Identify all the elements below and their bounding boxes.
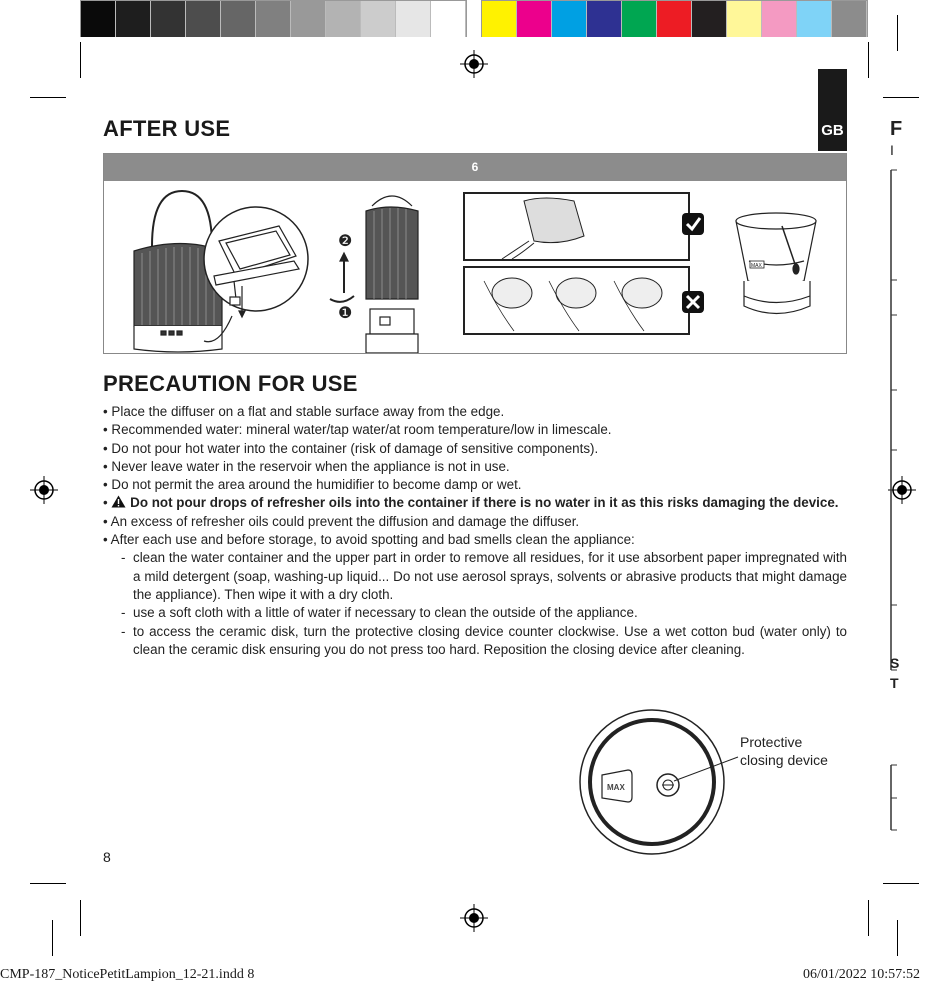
- warning-bullet: •: [103, 495, 112, 511]
- precaution-item: • Never leave water in the reservoir when the appliance is not in use.: [103, 458, 510, 474]
- svg-text:❷: ❷: [338, 233, 353, 250]
- warning-text: Do not pour drops of refresher oils into the container if there is no water in it as this risks damaging the device.: [130, 495, 839, 511]
- registration-mark-icon: [30, 476, 58, 504]
- precaution-item: • An excess of refresher oils could prevent the diffusion and damage the diffuser.: [103, 513, 580, 529]
- after-use-illustration: [104, 181, 846, 353]
- svg-text:I: I: [890, 142, 894, 158]
- color-swatch: [832, 1, 867, 37]
- crop-mark: [883, 97, 919, 98]
- color-swatch: [431, 1, 466, 37]
- incorrect-pour-illustration: [464, 267, 704, 334]
- crop-mark: [883, 883, 919, 884]
- crop-mark: [897, 920, 898, 956]
- precaution-item: • Place the diffuser on a flat and stable surface away from the edge.: [103, 404, 505, 419]
- color-swatch: [151, 1, 186, 37]
- svg-text:❶: ❶: [338, 305, 353, 322]
- color-swatch: [326, 1, 361, 37]
- color-swatch: [517, 1, 552, 37]
- color-swatch: [622, 1, 657, 37]
- color-swatch: [692, 1, 727, 37]
- page-number: 8: [103, 849, 111, 865]
- grayscale-bar: [80, 0, 467, 37]
- color-swatch: [396, 1, 431, 37]
- language-tab: GB: [818, 69, 847, 151]
- cleaning-sub-item: - clean the water container and the upper part in order to remove all residues, for it use absorbent paper impregnated with a mild detergent (soap, washing-up liquid... Do not use aerosol sprays, solvents or abrasive products that might damage the appliance). Then wipe it with a dry cloth.: [121, 550, 847, 602]
- svg-text:T: T: [890, 675, 899, 691]
- color-swatch: [587, 1, 622, 37]
- svg-text:S: S: [890, 655, 900, 671]
- after-use-figure: [103, 153, 847, 354]
- cleaning-sub-item-text: to access the ceramic disk, turn the protective closing device counter clockwise. Use a wet cotton bud (water only) to clean the ceramic disk ensuring you do not press too hard. Reposition the closing device after cleaning.: [133, 623, 847, 657]
- crop-mark: [30, 883, 66, 884]
- container-max-illustration: [736, 213, 816, 314]
- disassembly-illustration: [330, 196, 418, 353]
- registration-mark-icon: [460, 50, 488, 78]
- callout-label: [740, 733, 828, 769]
- color-swatch: [116, 1, 151, 37]
- correct-pour-illustration: [464, 193, 704, 260]
- cleaning-sub-item: - use a soft cloth with a little of water if necessary to clean the outside of the appliance.: [121, 605, 638, 621]
- precaution-item: • Do not permit the area around the humidifier to become damp or wet.: [103, 477, 522, 493]
- precaution-item: • Recommended water: mineral water/tap water/at room temperature/low in limescale.: [103, 422, 612, 438]
- next-page-bleed: [885, 110, 950, 840]
- crop-mark: [80, 900, 81, 936]
- precaution-item: • Do not pour hot water into the container (risk of damage of sensitive components).: [103, 440, 599, 456]
- color-swatch: [797, 1, 832, 37]
- crop-mark: [868, 900, 869, 936]
- color-swatch: [762, 1, 797, 37]
- cleaning-sub-item: - to access the ceramic disk, turn the protective closing device counter clockwise. Use a wet cotton bud (water only) to clean the ceramic disk ensuring you do not press too hard. Reposition the closing device after cleaning.: [121, 623, 847, 657]
- crop-mark: [80, 42, 81, 78]
- color-swatch: [256, 1, 291, 37]
- cleaning-sub-item-text: use a soft cloth with a little of water if necessary to clean the outside of the appliance.: [133, 605, 638, 621]
- step-number: 6: [104, 154, 846, 181]
- crop-mark: [868, 42, 869, 78]
- registration-mark-icon: [460, 904, 488, 932]
- footer-timestamp: 06/01/2022 10:57:52: [802, 967, 920, 982]
- after-use-title: AFTER USE: [103, 116, 231, 141]
- crop-mark: [30, 97, 66, 98]
- color-swatch: [361, 1, 396, 37]
- warning-triangle-icon: [111, 495, 126, 508]
- color-swatch: [482, 1, 517, 37]
- callout-line: closing device: [740, 752, 828, 768]
- footer-filename: CMP-187_NoticePetitLampion_12-21.indd 8: [0, 967, 255, 982]
- color-swatch: [657, 1, 692, 37]
- svg-text:MAX: MAX: [607, 783, 625, 792]
- svg-text:MAX: MAX: [751, 263, 762, 269]
- crop-mark: [897, 15, 898, 51]
- svg-text:F: F: [890, 118, 903, 140]
- color-swatch: [186, 1, 221, 37]
- precaution-item: • After each use and before storage, to avoid spotting and bad smells clean the appliance:: [103, 532, 635, 548]
- color-swatch: [81, 1, 116, 37]
- color-swatch: [221, 1, 256, 37]
- crop-mark: [52, 920, 53, 956]
- callout-line: Protective: [740, 734, 803, 750]
- color-swatch: [727, 1, 762, 37]
- color-bar: [481, 0, 868, 37]
- cleaning-sub-item-text: clean the water container and the upper part in order to remove all residues, for it use absorbent paper impregnated with a mild detergent (soap, washing-up liquid... Do not use aerosol sprays, solvents or abrasive products that might damage the appliance). Then wipe it with a dry cloth.: [133, 550, 847, 602]
- color-swatch: [291, 1, 326, 37]
- protective-device-diagram: [570, 705, 740, 855]
- precaution-body: [103, 403, 847, 659]
- precaution-warning: [103, 494, 847, 512]
- precaution-title: PRECAUTION FOR USE: [103, 371, 358, 396]
- color-swatch: [552, 1, 587, 37]
